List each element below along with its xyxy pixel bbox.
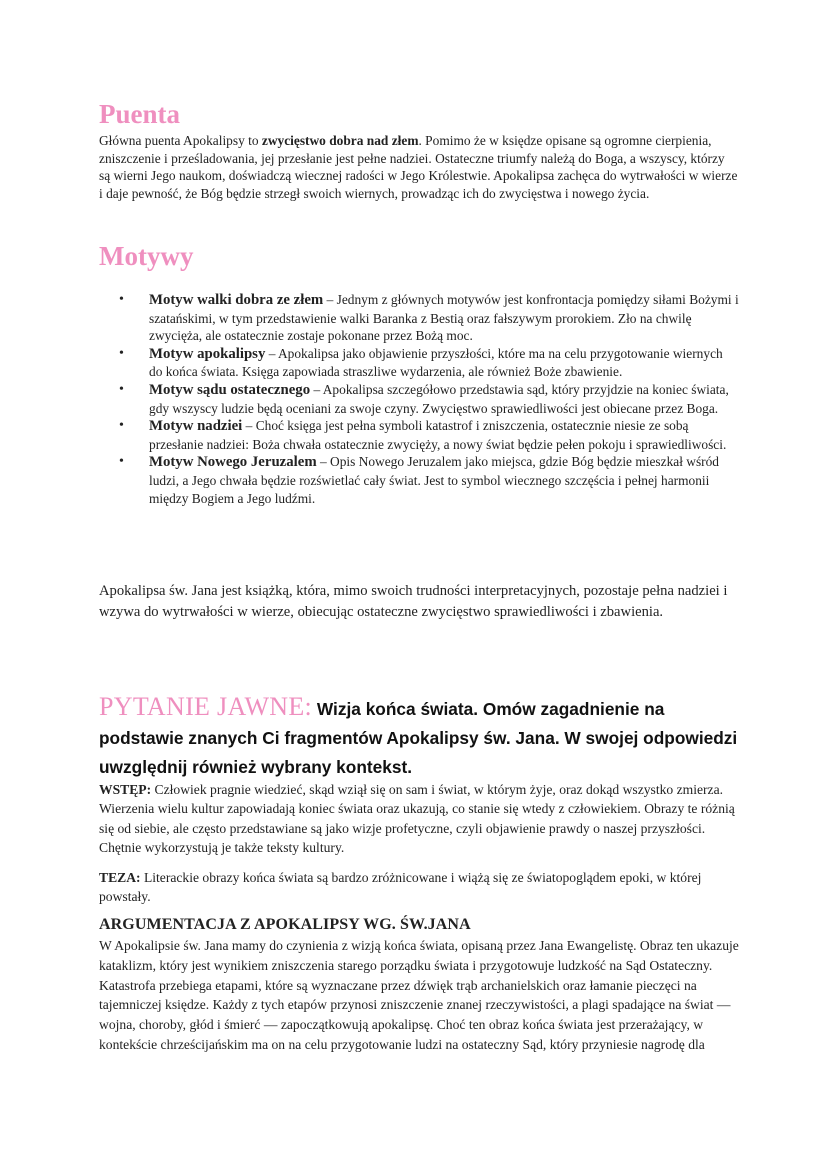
motif-title: Motyw apokalipsy <box>149 345 266 362</box>
motif-text: – Opis Nowego Jeruzalem jako miejsca, gdzie Bóg będzie mieszkał wśród ludzi, a Jego chwała będzie rozświetlać cały świat. Jest to symbol wiecznego szczęścia i pełnej harmonii między Bogiem a Jego ludźmi. <box>149 454 720 506</box>
summary-paragraph: Apokalipsa św. Jana jest książką, która, mimo swoich trudności interpretacyjnych, pozostaje pełna nadziei i wzywa do wytrwałości w wierze, obiecując ostateczne zwycięstwo sprawiedliwości i zbawienia. <box>99 583 728 620</box>
puenta-bold-phrase: zwycięstwo dobra nad złem <box>261 133 419 148</box>
motywy-heading: Motywy <box>99 241 194 271</box>
motif-text: – Apokalipsa szczegółowo przedstawia sąd, który przyjdzie na koniec świata, gdy wszyscy ludzie będą oceniani za swoje czyny. Zwycięstwo sprawiedliwości jest obiecane przez Boga. <box>149 381 729 416</box>
motif-text: – Jednym z głównych motywów jest konfrontacja pomiędzy siłami Bożymi i szatańskimi, w tym przedstawienie walki Baranka z Bestią oraz fałszywym prorokiem. Zło na chwilę zwycięża, ale ostatecznie zostaje pokonane przez Bożą moc. <box>149 292 739 344</box>
motif-text: – Apokalipsa jako objawienie przyszłości, które ma na celu przygotowanie wiernych do końca świata. Księga zapowiada straszliwe wydarzenia, ale również Boże zbawienie. <box>149 345 723 380</box>
bullet-icon: • <box>119 345 124 361</box>
motif-text: – Choć księga jest pełna symboli katastrof i zniszczenia, ostatecznie niesie ze sobą przesłanie nadziei: Boża chwała ostatecznie zwycięży, a nowy świat będzie pełen pokoju i sprawiedliwości. <box>149 418 727 452</box>
list-item <box>99 291 739 345</box>
wstep-paragraph <box>99 780 739 858</box>
bullet-icon: • <box>119 418 124 434</box>
list-item <box>99 381 739 417</box>
teza-text: Literackie obrazy końca świata są bardzo zróżnicowane i wiążą się ze światopoglądem epoki, w której powstały. <box>99 870 702 905</box>
wstep-text: Człowiek pragnie wiedzieć, skąd wziął się on sam i świat, w którym żyje, oraz dokąd wszystko zmierza. Wierzenia wielu kultur zapowiadają koniec świata oraz ukazują, co stanie się wtedy z człowiekiem. Obrazy te różnią się od siebie, ale często przedstawiane są jako wizje profetyczne, czyli objawienie prawdy o naszej przyszłości. Chętnie wykorzystują je także teksty kultury. <box>99 782 735 856</box>
argumentacja-paragraph: W Apokalipsie św. Jana mamy do czynienia z wizją końca świata, opisaną przez Jana Ewangelistę. Obraz ten ukazuje kataklizm, który jest wynikiem zniszczenia starego porządku świata i przygotowuje ludzkość na Sąd Ostateczny. Katastrofa przebiega etapami, które są wyznaczane przez dźwięk trąb archanielskich oraz łamanie pieczęci na tajemniczej księdze. Każdy z tych etapów przynosi zniszczenie znanej rzeczywistości, a plagi spadające na świat — wojna, choroby, głód i śmierć — zapoczątkowują apokalipsę. Choć ten obraz końca świata jest przerażający, w kontekście chrześcijańskim ma on na celu przygotowanie ludzi na ostateczny Sąd, który przyniesie nagrodę dla <box>99 938 739 1052</box>
puenta-text-end: . Pomimo że w księdze opisane są ogromne cierpienia, zniszczenie i prześladowania, jej przesłanie jest pełne nadziei. Ostateczne triumfy należą do Boga, a wszyscy, którzy są wierni Jego naukom, doświadczą wiecznej radości w Jego Królestwie. Apokalipsa zachęca do wytrwałości w wierze i daje pewność, że Bóg będzie strzegł swoich wiernych, prowadząc ich do zwycięstwa i nowego życia. <box>99 133 738 201</box>
teza-paragraph <box>99 868 739 907</box>
motif-title: Motyw nadziei <box>149 418 243 435</box>
exam-question <box>99 692 739 782</box>
bullet-icon: • <box>119 454 124 470</box>
puenta-text-start: Główna puenta Apokalipsy to <box>99 133 262 148</box>
argumentacja-heading: ARGUMENTACJA Z APOKALIPSY WG. ŚW.JANA <box>99 916 471 933</box>
teza-label: TEZA: <box>99 870 141 885</box>
list-item <box>99 453 739 507</box>
motifs-list <box>99 291 739 507</box>
puenta-paragraph <box>99 132 739 202</box>
motif-title: Motyw Nowego Jeruzalem <box>149 454 317 471</box>
list-item <box>99 417 739 453</box>
list-item <box>99 345 739 381</box>
motif-title: Motyw walki dobra ze złem <box>149 292 324 308</box>
motif-title: Motyw sądu ostatecznego <box>149 381 311 398</box>
wstep-label: WSTĘP: <box>99 782 152 797</box>
bullet-icon: • <box>119 292 124 307</box>
bullet-icon: • <box>119 381 124 397</box>
question-text: Wizja końca świata. Omów zagadnienie na podstawie znanych Ci fragmentów Apokalipsy św. Jana. W swojej odpowiedzi uwzględnij również wybrany kontekst. <box>99 699 738 777</box>
question-label: PYTANIE JAWNE: <box>99 692 313 721</box>
puenta-heading: Puenta <box>99 99 180 129</box>
